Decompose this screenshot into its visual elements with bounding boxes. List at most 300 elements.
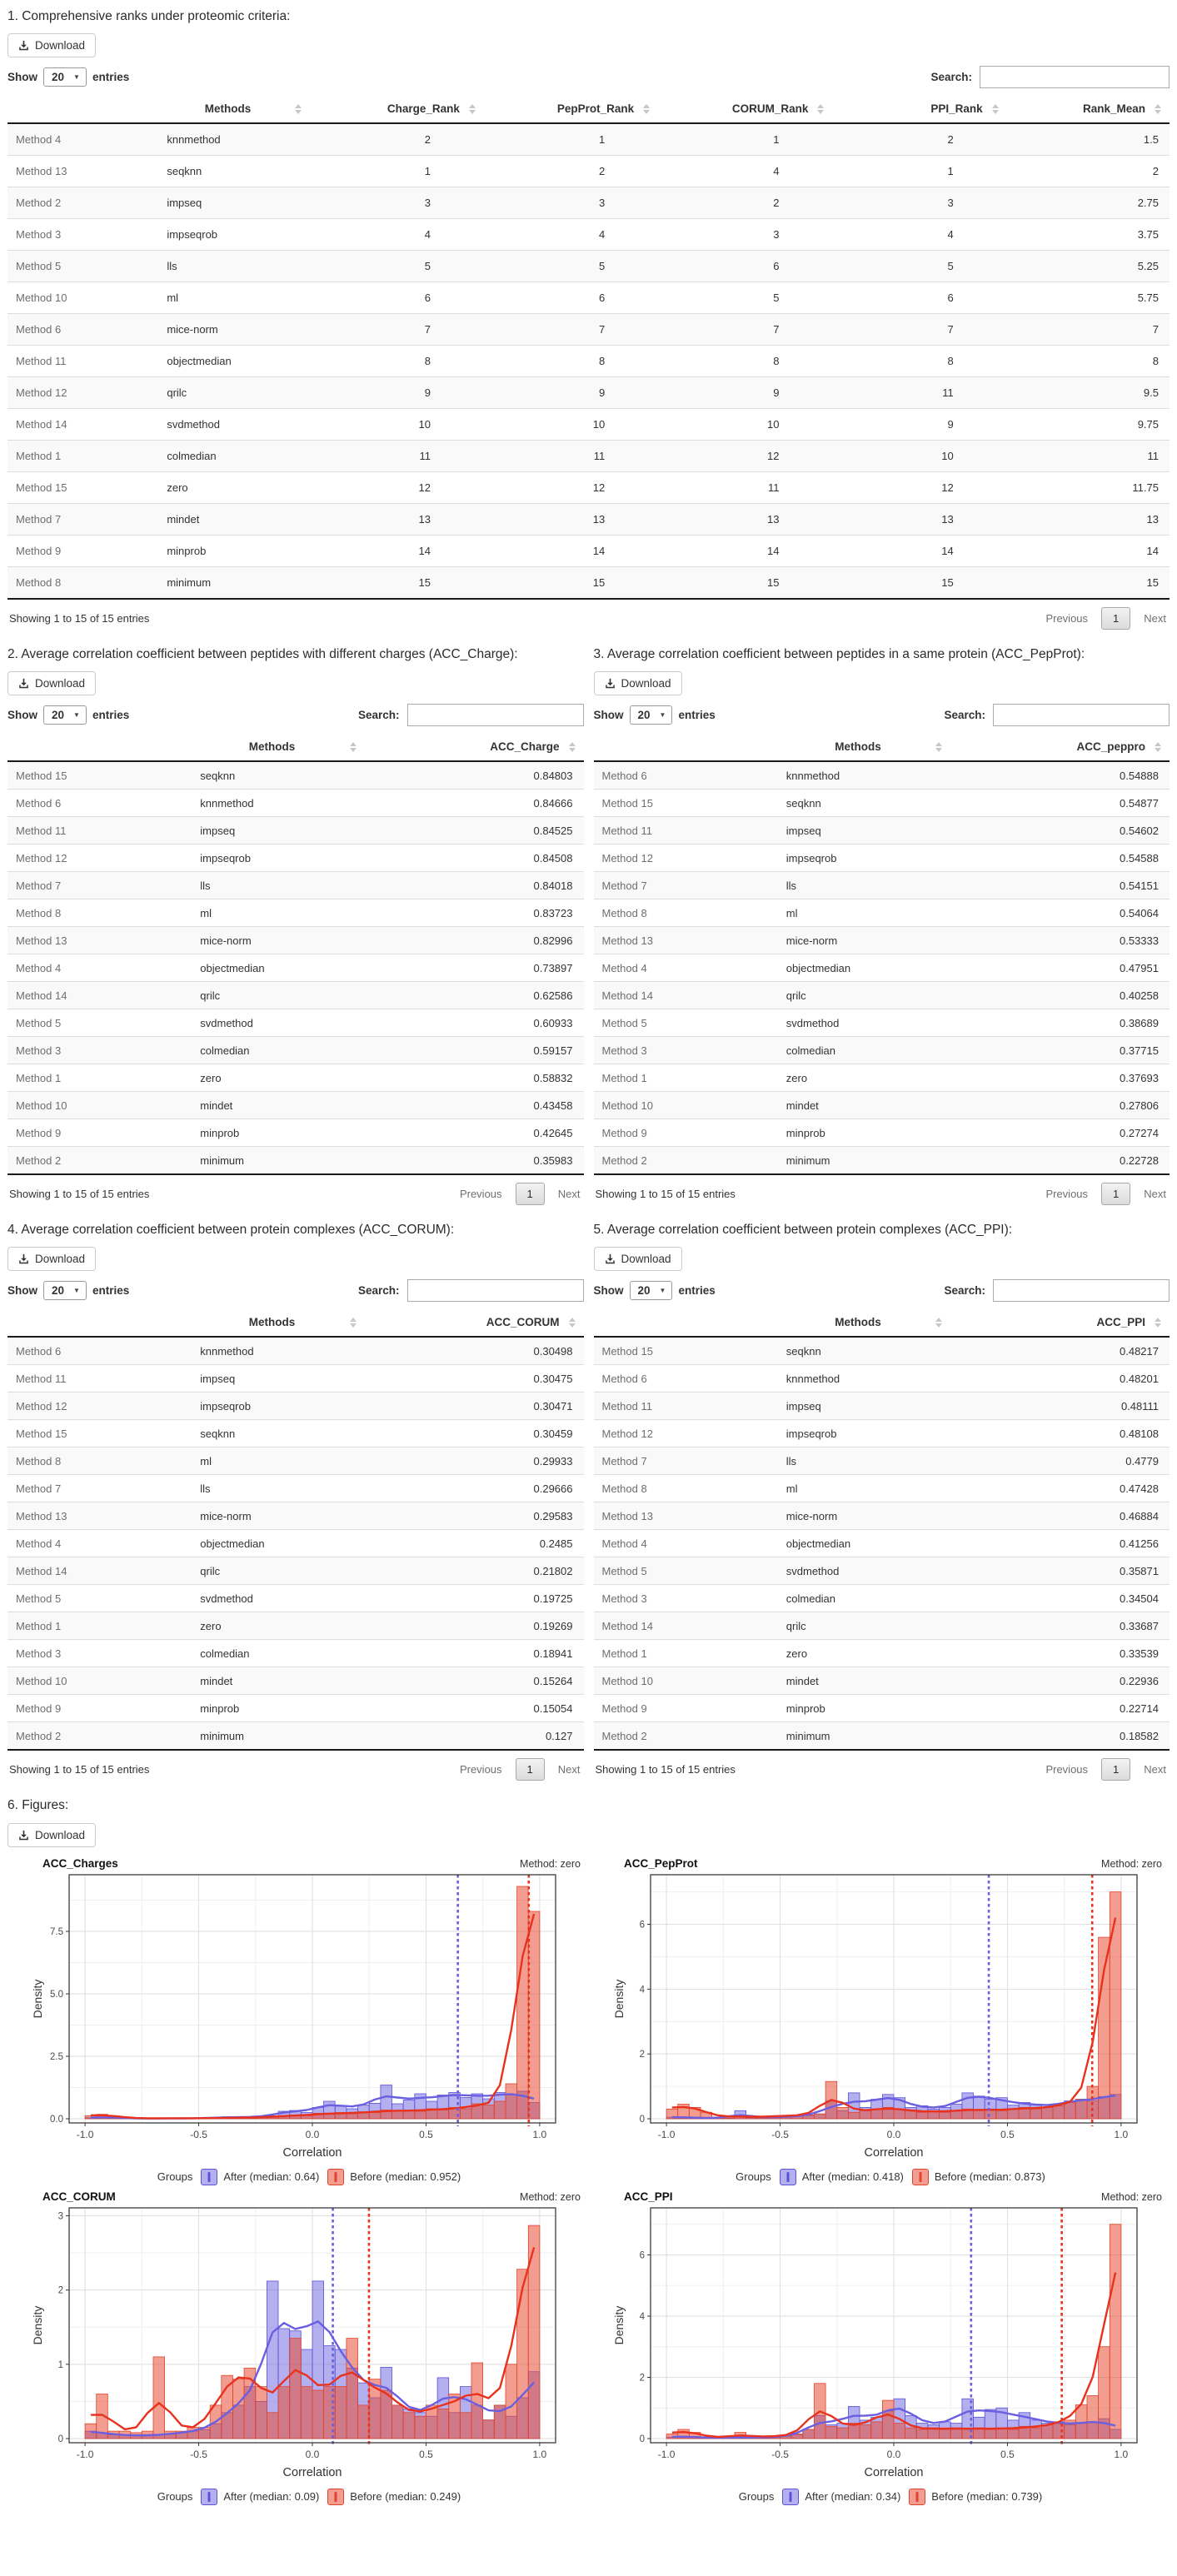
histogram-chart <box>612 1870 1145 2165</box>
page-length-select[interactable] <box>630 1281 673 1300</box>
caret-down-icon: ▼ <box>73 73 80 82</box>
row-label-cell: Method 4 <box>594 954 778 982</box>
table-row <box>594 1475 1170 1502</box>
method-name-cell: qrilc <box>192 1557 364 1585</box>
column-label: Methods <box>835 1316 881 1329</box>
page-length-value: 20 <box>52 709 65 722</box>
table-row <box>7 472 1170 504</box>
row-label-cell: Method 7 <box>7 504 158 536</box>
svg-text:-0.5: -0.5 <box>190 2128 207 2140</box>
table-row <box>594 790 1170 817</box>
value-cell: 0.18941 <box>365 1640 584 1667</box>
column-header-methods[interactable] <box>192 1308 364 1337</box>
before-swatch <box>327 2489 344 2505</box>
table-row <box>7 1640 584 1667</box>
row-label-cell: Method 3 <box>7 1640 192 1667</box>
column-header-ppi_rank[interactable] <box>832 95 1006 123</box>
caret-down-icon: ▼ <box>73 1287 80 1295</box>
value-cell: 2 <box>658 187 832 219</box>
table-controls <box>7 66 1170 88</box>
row-label-cell: Method 8 <box>7 567 158 600</box>
table-row <box>594 1585 1170 1612</box>
method-name-cell: seqknn <box>778 790 950 817</box>
figure-legend <box>31 2169 587 2185</box>
row-label-cell: Method 11 <box>594 817 778 845</box>
row-label-cell: Method 5 <box>7 1585 192 1612</box>
column-header-acc_charge[interactable] <box>365 733 584 761</box>
value-cell: 3 <box>658 219 832 251</box>
value-cell: 2 <box>484 156 658 187</box>
table-row <box>594 1064 1170 1092</box>
value-cell: 6 <box>832 282 1006 314</box>
table-row <box>7 187 1170 219</box>
table-row <box>7 817 584 845</box>
figure-legend <box>612 2489 1169 2505</box>
row-label-cell: Method 13 <box>7 156 158 187</box>
pagination-next[interactable]: Next <box>1144 1763 1166 1776</box>
value-cell: 9 <box>484 377 658 409</box>
section-acc-pepprot <box>594 633 1170 1208</box>
column-label: Methods <box>835 740 881 754</box>
download-button[interactable] <box>7 33 96 57</box>
download-icon <box>18 40 29 51</box>
table-row <box>594 927 1170 954</box>
page-length-control <box>7 705 129 725</box>
column-label: Rank_Mean <box>1082 102 1145 116</box>
download-label: Download <box>621 1253 671 1266</box>
method-name-cell: knnmethod <box>192 1337 364 1365</box>
row-label-cell: Method 13 <box>594 1502 778 1530</box>
row-label-cell: Method 11 <box>7 1365 192 1393</box>
download-button[interactable] <box>7 1823 96 1847</box>
table-row <box>594 1447 1170 1475</box>
table-row <box>7 1557 584 1585</box>
header-row <box>7 95 1170 123</box>
svg-text:1.0: 1.0 <box>1114 2128 1129 2140</box>
method-name-cell: mice-norm <box>778 927 950 954</box>
search-input[interactable] <box>407 1279 584 1302</box>
column-header-methods[interactable] <box>158 95 309 123</box>
value-cell: 4 <box>484 219 658 251</box>
legend-item-after <box>780 2169 904 2185</box>
svg-text:0.0: 0.0 <box>305 2128 320 2140</box>
download-button[interactable] <box>594 1247 682 1271</box>
table-row <box>7 1530 584 1557</box>
pagination <box>1044 607 1168 630</box>
method-name-cell: minprob <box>192 1119 364 1147</box>
method-name-cell: lls <box>778 1447 950 1475</box>
table-row <box>7 1502 584 1530</box>
column-header-acc_peppro[interactable] <box>950 733 1170 761</box>
download-button[interactable] <box>7 671 96 695</box>
value-cell: 0.83723 <box>365 899 584 927</box>
value-cell: 0.46884 <box>950 1502 1170 1530</box>
table-header <box>7 95 1170 123</box>
value-cell: 0.42645 <box>365 1119 584 1147</box>
method-name-cell: colmedian <box>158 441 309 472</box>
pagination-previous[interactable]: Previous <box>459 1763 502 1776</box>
table-row <box>7 1667 584 1695</box>
page-length-control <box>7 67 129 87</box>
table-row <box>594 1695 1170 1722</box>
column-label: PPI_Rank <box>930 102 983 116</box>
method-name-cell: mice-norm <box>778 1502 950 1530</box>
value-cell: 0.37693 <box>950 1064 1170 1092</box>
legend-item-before <box>912 2169 1045 2185</box>
figure-legend <box>31 2489 587 2505</box>
value-cell: 0.54064 <box>950 899 1170 927</box>
value-cell: 12 <box>832 472 1006 504</box>
histogram-chart <box>612 2203 1145 2484</box>
column-header-charge_rank[interactable] <box>310 95 484 123</box>
search-label: Search: <box>357 709 400 722</box>
page-length-select[interactable] <box>43 705 87 725</box>
pagination-previous[interactable]: Previous <box>1045 1188 1089 1201</box>
legend-label-after: After (median: 0.34) <box>805 2490 901 2504</box>
legend-label-before: Before (median: 0.249) <box>350 2490 461 2504</box>
method-name-cell: colmedian <box>192 1640 364 1667</box>
value-cell: 2 <box>832 123 1006 156</box>
method-name-cell: ml <box>778 899 950 927</box>
table-row <box>594 899 1170 927</box>
value-cell: 9.5 <box>1007 377 1170 409</box>
legend-title: Groups <box>157 2170 193 2184</box>
row-label-cell: Method 5 <box>7 1009 192 1037</box>
row-label-cell: Method 6 <box>7 1337 192 1365</box>
table-info: Showing 1 to 15 of 15 entries <box>9 1188 150 1201</box>
method-name-cell: lls <box>158 251 309 282</box>
pagination <box>1044 1758 1168 1781</box>
table-row <box>7 409 1170 441</box>
row-label-cell: Method 6 <box>7 790 192 817</box>
method-name-cell: mindet <box>778 1667 950 1695</box>
page-length-control <box>594 705 716 725</box>
row-label-cell: Method 14 <box>7 982 192 1009</box>
svg-text:0.0: 0.0 <box>886 2448 901 2460</box>
pagination-page-1[interactable]: 1 <box>516 1183 545 1205</box>
svg-text:6: 6 <box>639 2250 645 2261</box>
show-label: Show <box>593 709 624 722</box>
svg-text:4: 4 <box>639 2311 645 2322</box>
column-label: ACC_CORUM <box>486 1316 560 1329</box>
row-label-cell: Method 10 <box>7 1667 192 1695</box>
download-icon <box>18 1253 29 1264</box>
method-name-cell: mice-norm <box>192 927 364 954</box>
column-header-methods[interactable] <box>778 733 950 761</box>
table-row <box>594 1337 1170 1365</box>
figure-title: ACC_PepProt <box>624 1856 698 1870</box>
table-info: Showing 1 to 15 of 15 entries <box>595 1763 736 1776</box>
column-header-corum_rank[interactable] <box>658 95 832 123</box>
section-title: 5. Average correlation coefficient between protein complexes (ACC_PPI): <box>593 1223 1013 1238</box>
entries-label: entries <box>678 709 716 722</box>
table-row <box>7 1475 584 1502</box>
row-label-cell: Method 1 <box>7 1064 192 1092</box>
row-label-cell: Method 9 <box>594 1119 778 1147</box>
value-cell: 10 <box>658 409 832 441</box>
pagination-page-1[interactable]: 1 <box>1101 607 1130 630</box>
page-length-select[interactable] <box>43 1281 87 1300</box>
column-label: PepProt_Rank <box>556 102 635 116</box>
before-swatch <box>909 2489 925 2505</box>
table-row <box>7 1147 584 1175</box>
row-label-cell: Method 14 <box>594 982 778 1009</box>
acc-pepprot-table <box>594 733 1170 1175</box>
table-row <box>7 504 1170 536</box>
figure-method-label: Method: zero <box>520 1857 581 1870</box>
svg-text:-1.0: -1.0 <box>657 2448 676 2460</box>
figure-legend <box>612 2169 1169 2185</box>
acc-ppi-table <box>594 1308 1170 1751</box>
value-cell: 0.27274 <box>950 1119 1170 1147</box>
row-label-cell: Method 4 <box>594 1530 778 1557</box>
legend-item-before <box>327 2489 461 2505</box>
table-row <box>7 1365 584 1393</box>
value-cell: 11 <box>1007 441 1170 472</box>
value-cell: 0.22936 <box>950 1667 1170 1695</box>
pagination-page-1[interactable]: 1 <box>516 1758 545 1781</box>
table-header <box>7 1308 584 1337</box>
svg-text:0.5: 0.5 <box>1000 2448 1015 2460</box>
value-cell: 8 <box>484 346 658 377</box>
svg-text:2: 2 <box>57 2285 63 2296</box>
value-cell: 7 <box>832 314 1006 346</box>
value-cell: 0.84525 <box>365 817 584 845</box>
value-cell: 13 <box>1007 504 1170 536</box>
table-row <box>7 1009 584 1037</box>
y-axis-label: Density <box>31 2305 44 2344</box>
value-cell: 5.25 <box>1007 251 1170 282</box>
method-name-cell: minimum <box>158 567 309 600</box>
table-row <box>7 1722 584 1751</box>
table-row <box>594 1147 1170 1175</box>
value-cell: 0.15264 <box>365 1667 584 1695</box>
pagination-previous[interactable]: Previous <box>1045 1763 1089 1776</box>
sort-icon <box>1155 742 1161 752</box>
value-cell: 4 <box>832 219 1006 251</box>
column-header-methods[interactable] <box>192 733 364 761</box>
download-button[interactable] <box>594 671 682 695</box>
method-name-cell: mice-norm <box>192 1502 364 1530</box>
pagination-previous[interactable]: Previous <box>1045 612 1089 625</box>
value-cell: 0.19725 <box>365 1585 584 1612</box>
row-label-cell: Method 3 <box>7 219 158 251</box>
value-cell: 11 <box>310 441 484 472</box>
value-cell: 0.53333 <box>950 927 1170 954</box>
entries-label: entries <box>92 71 130 84</box>
value-cell: 0.73897 <box>365 954 584 982</box>
pagination-next[interactable]: Next <box>557 1763 581 1776</box>
method-name-cell: seqknn <box>192 761 364 790</box>
search-control <box>944 704 1170 726</box>
pagination-page-1[interactable]: 1 <box>1101 1758 1130 1781</box>
pagination-next[interactable]: Next <box>1144 1188 1166 1201</box>
search-input[interactable] <box>993 704 1170 726</box>
search-input[interactable] <box>980 66 1170 88</box>
row-label-cell: Method 12 <box>594 845 778 872</box>
value-cell: 1 <box>484 123 658 156</box>
value-cell: 11 <box>484 441 658 472</box>
download-label: Download <box>35 39 86 52</box>
section-acc-corum <box>7 1208 584 1784</box>
value-cell: 7 <box>310 314 484 346</box>
value-cell: 0.27806 <box>950 1092 1170 1119</box>
table-row <box>7 790 584 817</box>
row-label-cell: Method 2 <box>594 1147 778 1175</box>
table-row <box>7 1092 584 1119</box>
value-cell: 0.40258 <box>950 982 1170 1009</box>
download-button[interactable] <box>7 1247 96 1271</box>
table-footer <box>7 600 1170 633</box>
value-cell: 1 <box>310 156 484 187</box>
table-footer <box>594 1175 1170 1208</box>
svg-text:-0.5: -0.5 <box>771 2128 789 2140</box>
column-header-acc_ppi[interactable] <box>950 1308 1170 1337</box>
figure-acc_ppi <box>612 2189 1169 2505</box>
row-label-cell: Method 13 <box>7 927 192 954</box>
row-label-cell: Method 5 <box>594 1009 778 1037</box>
row-label-cell: Method 1 <box>7 441 158 472</box>
page-length-select[interactable] <box>43 67 87 87</box>
value-cell: 0.41256 <box>950 1530 1170 1557</box>
legend-label-before: Before (median: 0.873) <box>934 2170 1045 2184</box>
histogram-chart <box>31 1870 564 2165</box>
method-name-cell: objectmedian <box>192 1530 364 1557</box>
legend-title: Groups <box>157 2490 193 2504</box>
sort-icon <box>569 1318 576 1328</box>
table-row <box>7 982 584 1009</box>
section-acc-charge <box>7 633 584 1208</box>
table-row <box>7 1420 584 1447</box>
header-row <box>7 1308 584 1337</box>
value-cell: 0.82996 <box>365 927 584 954</box>
value-cell: 0.30459 <box>365 1420 584 1447</box>
legend-item-before <box>327 2169 461 2185</box>
figure-method-label: Method: zero <box>1101 1857 1162 1870</box>
row-label-cell: Method 12 <box>7 1393 192 1420</box>
download-label: Download <box>35 1828 86 1841</box>
row-label-cell: Method 11 <box>7 346 158 377</box>
row-label-cell: Method 9 <box>7 1119 192 1147</box>
table-body <box>7 123 1170 599</box>
sort-icon <box>350 1318 357 1328</box>
value-cell: 15 <box>310 567 484 600</box>
header-row <box>7 733 584 761</box>
row-label-cell: Method 2 <box>7 187 158 219</box>
legend-title: Groups <box>738 2490 775 2504</box>
table-info: Showing 1 to 15 of 15 entries <box>9 612 150 625</box>
value-cell: 12 <box>310 472 484 504</box>
value-cell: 0.54602 <box>950 817 1170 845</box>
header-row <box>594 733 1170 761</box>
search-input[interactable] <box>407 704 584 726</box>
value-cell: 2.75 <box>1007 187 1170 219</box>
value-cell: 0.84018 <box>365 872 584 899</box>
page-length-select[interactable] <box>630 705 673 725</box>
svg-text:0.0: 0.0 <box>886 2128 901 2140</box>
value-cell: 11 <box>658 472 832 504</box>
table-row <box>7 954 584 982</box>
after-swatch <box>201 2489 217 2505</box>
value-cell: 5 <box>310 251 484 282</box>
pagination-next[interactable]: Next <box>1144 612 1166 625</box>
legend-label-after: After (median: 0.64) <box>223 2170 320 2184</box>
column-header-blank <box>594 733 778 761</box>
column-label: Charge_Rank <box>387 102 460 116</box>
table-row <box>594 1640 1170 1667</box>
table-footer <box>7 1751 584 1784</box>
value-cell: 0.48111 <box>950 1393 1170 1420</box>
row-label-cell: Method 7 <box>7 1475 192 1502</box>
svg-text:7.5: 7.5 <box>50 1926 63 1937</box>
page-length-control <box>594 1281 716 1300</box>
caret-down-icon: ▼ <box>73 711 80 720</box>
row-label-cell: Method 3 <box>594 1585 778 1612</box>
section-figures <box>7 1797 1170 2508</box>
table-row <box>7 536 1170 567</box>
svg-text:-1.0: -1.0 <box>76 2128 94 2140</box>
method-name-cell: minprob <box>778 1695 950 1722</box>
value-cell: 0.58832 <box>365 1064 584 1092</box>
row-label-cell: Method 14 <box>7 409 158 441</box>
method-name-cell: impseqrob <box>778 1420 950 1447</box>
before-swatch <box>912 2169 929 2185</box>
search-control <box>358 1279 584 1302</box>
figure-header <box>31 2189 587 2203</box>
svg-text:0.5: 0.5 <box>419 2448 433 2460</box>
table-row <box>7 1037 584 1064</box>
search-label: Search: <box>944 709 985 722</box>
search-label: Search: <box>930 71 972 84</box>
value-cell: 12 <box>658 441 832 472</box>
value-cell: 14 <box>310 536 484 567</box>
value-cell: 5 <box>658 282 832 314</box>
value-cell: 0.59157 <box>365 1037 584 1064</box>
figure-method-label: Method: zero <box>1101 2190 1162 2203</box>
pagination-page-1[interactable]: 1 <box>1101 1183 1130 1205</box>
table-row <box>7 314 1170 346</box>
column-header-rank_mean[interactable] <box>1007 95 1170 123</box>
value-cell: 0.33687 <box>950 1612 1170 1640</box>
pagination-previous[interactable]: Previous <box>459 1188 502 1201</box>
method-name-cell: svdmethod <box>778 1557 950 1585</box>
column-header-methods[interactable] <box>778 1308 950 1337</box>
legend-title: Groups <box>736 2170 771 2184</box>
table-row <box>594 1037 1170 1064</box>
legend-label-before: Before (median: 0.952) <box>350 2170 461 2184</box>
value-cell: 9 <box>832 409 1006 441</box>
column-header-blank <box>7 733 192 761</box>
download-icon <box>18 678 29 689</box>
column-header-pepprot_rank[interactable] <box>484 95 658 123</box>
table-row <box>594 982 1170 1009</box>
download-icon <box>605 1253 616 1264</box>
page-length-value: 20 <box>52 1284 65 1298</box>
value-cell: 9 <box>310 377 484 409</box>
column-header-acc_corum[interactable] <box>365 1308 584 1337</box>
method-name-cell: lls <box>192 872 364 899</box>
search-input[interactable] <box>993 1279 1170 1302</box>
column-label: Methods <box>248 1316 296 1329</box>
page-length-control <box>7 1281 129 1300</box>
pagination-next[interactable]: Next <box>557 1188 581 1201</box>
row-label-cell: Method 9 <box>7 536 158 567</box>
row-label-cell: Method 11 <box>7 817 192 845</box>
method-name-cell: zero <box>158 472 309 504</box>
row-label-cell: Method 12 <box>7 377 158 409</box>
method-name-cell: svdmethod <box>192 1585 364 1612</box>
table-footer <box>7 1175 584 1208</box>
